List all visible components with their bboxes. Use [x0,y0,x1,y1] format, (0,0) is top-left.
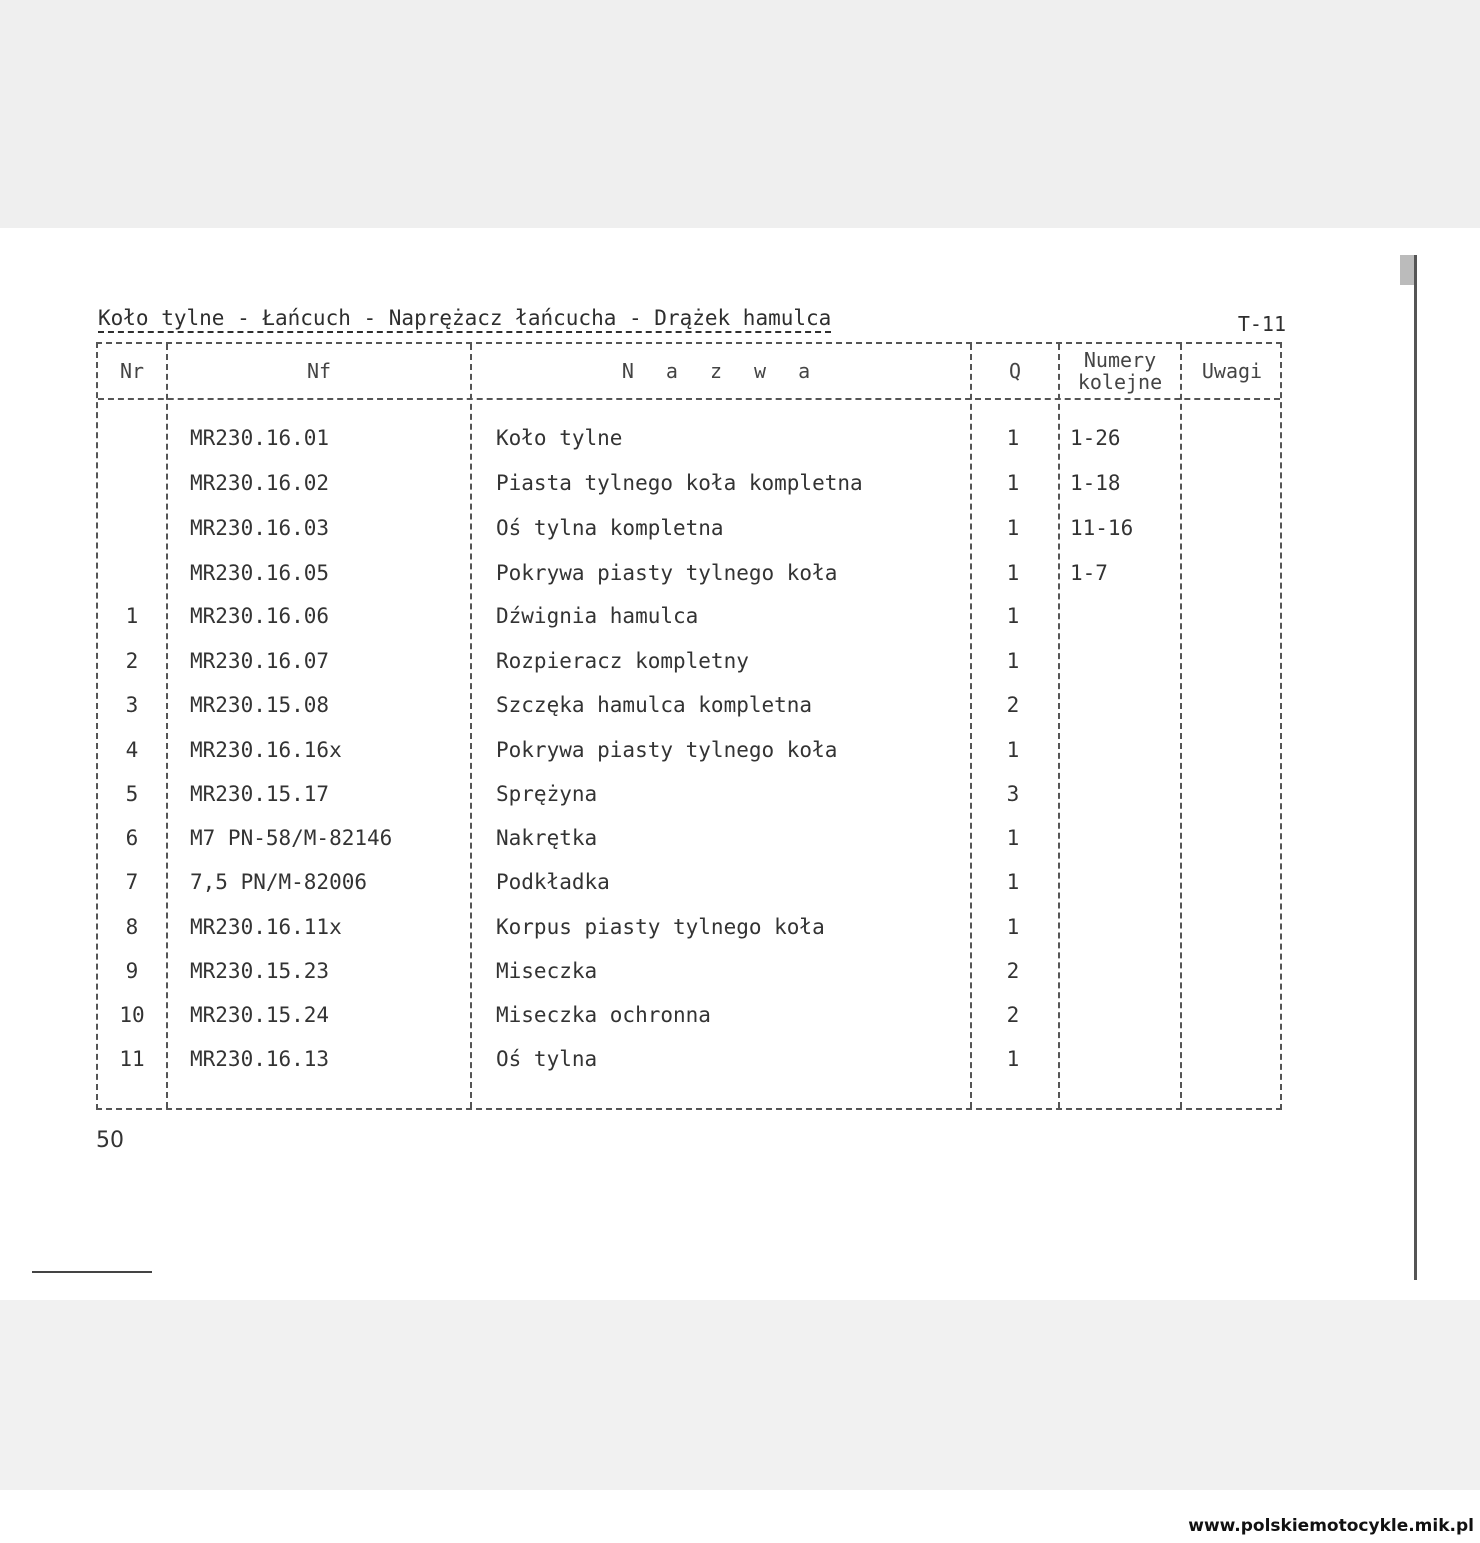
cell-nr: 7 [125,870,139,894]
cell-remarks [1186,860,1280,904]
cell-nf: MR230.16.01 [190,426,330,450]
cell-nf: MR230.16.06 [190,604,330,628]
cell-remarks [1186,728,1280,772]
cell-q: 1 [1006,426,1020,450]
header-divider [98,398,1280,400]
header-nf: Nf [306,359,332,383]
cell-q: 3 [1006,782,1020,806]
cell-name: Sprężyna [496,782,598,806]
cell-nr: 4 [125,738,139,762]
table-row [98,683,1280,727]
scan-background-bottom [0,1300,1480,1490]
table-row [98,416,1280,460]
cell-name: Oś tylna [496,1047,598,1071]
table-row [98,594,1280,638]
header-numbers-line1: Numery [1083,348,1157,372]
page-title: Koło tylne - Łańcuch - Naprężacz łańcucha - Drążek hamulca [98,306,832,330]
cell-remarks [1186,949,1280,993]
cell-q: 2 [1006,1003,1020,1027]
cell-nr [98,506,166,550]
cell-numbers: 1-26 [1070,426,1121,450]
table-row [98,461,1280,505]
cell-remarks [1186,594,1280,638]
table-row [98,905,1280,949]
cell-q: 2 [1006,693,1020,717]
cell-name: Nakrętka [496,826,598,850]
cell-numbers: 1-7 [1070,561,1108,585]
cell-nr: 6 [125,826,139,850]
cell-nr: 2 [125,649,139,673]
cell-numbers: 11-16 [1070,516,1134,540]
header-remarks: Uwagi [1201,359,1263,383]
scan-background-top [0,0,1480,228]
cell-nf: M7 PN-58/M-82146 [190,826,393,850]
cell-numbers [1070,772,1180,816]
table-row [98,506,1280,550]
cell-q: 1 [1006,649,1020,673]
cell-nf: MR230.15.23 [190,959,330,983]
cell-nf: MR230.15.24 [190,1003,330,1027]
header-name: N a z w a [621,359,821,383]
cell-nf: 7,5 PN/M-82006 [190,870,368,894]
table-row [98,728,1280,772]
cell-numbers [1070,728,1180,772]
page-edge-shadow [1400,255,1414,285]
cell-nr: 9 [125,959,139,983]
title-row [96,306,1286,340]
table-code: T-11 [1237,312,1286,336]
header-numbers [1060,344,1180,398]
page-edge-line [1414,255,1417,1280]
cell-nr: 3 [125,693,139,717]
cell-q: 1 [1006,826,1020,850]
cell-numbers [1070,816,1180,860]
cell-remarks [1186,905,1280,949]
table-row [98,551,1280,595]
cell-numbers [1070,683,1180,727]
cell-nr [98,551,166,595]
cell-nf: MR230.16.07 [190,649,330,673]
header-q: Q [1008,359,1022,383]
cell-q: 2 [1006,959,1020,983]
cell-name: Piasta tylnego koła kompletna [496,471,863,495]
cell-name: Oś tylna kompletna [496,516,724,540]
table-row [98,816,1280,860]
cell-nf: MR230.16.02 [190,471,330,495]
cell-remarks [1186,639,1280,683]
cell-numbers [1070,993,1180,1037]
cell-numbers [1070,905,1180,949]
cell-remarks [1186,551,1280,595]
cell-numbers [1070,639,1180,683]
cell-q: 1 [1006,471,1020,495]
cell-nr [98,461,166,505]
cell-nf: MR230.16.11x [190,915,342,939]
table-row [98,860,1280,904]
cell-q: 1 [1006,915,1020,939]
cell-remarks [1186,816,1280,860]
cell-q: 1 [1006,870,1020,894]
cell-nf: MR230.16.16x [190,738,342,762]
cell-remarks [1186,993,1280,1037]
page-number: 50 [96,1128,124,1153]
table-row [98,949,1280,993]
cell-remarks [1186,461,1280,505]
scan-artifact-line [32,1271,152,1273]
cell-nr: 10 [119,1003,145,1027]
cell-nr [98,416,166,460]
cell-name: Koło tylne [496,426,623,450]
cell-name: Miseczka [496,959,598,983]
cell-name: Dźwignia hamulca [496,604,699,628]
cell-numbers [1070,594,1180,638]
cell-name: Pokrywa piasty tylnego koła [496,561,838,585]
cell-nf: MR230.15.17 [190,782,330,806]
cell-q: 1 [1006,516,1020,540]
cell-name: Pokrywa piasty tylnego koła [496,738,838,762]
cell-name: Korpus piasty tylnego koła [496,915,825,939]
cell-nf: MR230.16.05 [190,561,330,585]
cell-numbers [1070,1037,1180,1081]
cell-numbers: 1-18 [1070,471,1121,495]
cell-remarks [1186,772,1280,816]
cell-name: Szczęka hamulca kompletna [496,693,813,717]
cell-nr: 5 [125,782,139,806]
cell-nr: 1 [125,604,139,628]
cell-nf: MR230.15.08 [190,693,330,717]
cell-q: 1 [1006,604,1020,628]
watermark-link[interactable]: www.polskiemotocykle.mik.pl [1188,1516,1474,1536]
cell-remarks [1186,1037,1280,1081]
cell-nf: MR230.16.13 [190,1047,330,1071]
cell-nf: MR230.16.03 [190,516,330,540]
cell-nr: 11 [119,1047,145,1071]
cell-name: Rozpieracz kompletny [496,649,749,673]
cell-numbers [1070,949,1180,993]
header-numbers-line2: kolejne [1077,370,1163,394]
header-nr: Nr [119,359,145,383]
table-row [98,993,1280,1037]
table-row [98,772,1280,816]
parts-table [96,342,1282,1110]
cell-q: 1 [1006,1047,1020,1071]
cell-q: 1 [1006,738,1020,762]
table-row [98,639,1280,683]
cell-remarks [1186,506,1280,550]
cell-remarks [1186,416,1280,460]
cell-remarks [1186,683,1280,727]
cell-nr: 8 [125,915,139,939]
cell-name: Podkładka [496,870,610,894]
cell-numbers [1070,860,1180,904]
table-row [98,1037,1280,1081]
cell-q: 1 [1006,561,1020,585]
cell-name: Miseczka ochronna [496,1003,711,1027]
